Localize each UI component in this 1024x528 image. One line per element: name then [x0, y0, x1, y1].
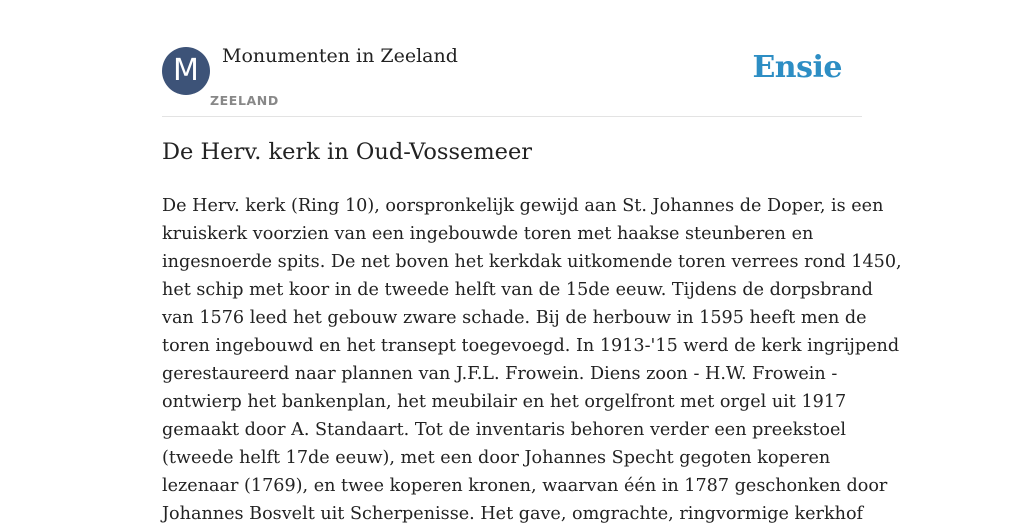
body-line: toren ingebouwd en het transept toegevoegd. In 1913-'15 werd de kerk ingrijpend: [162, 336, 900, 356]
body-line: De Herv. kerk (Ring 10), oorspronkelijk gewijd aan St. Johannes de Doper, is een: [162, 196, 884, 216]
body-line: lezenaar (1769), en twee koperen kronen, waarvan één in 1787 geschonken door: [162, 476, 888, 496]
body-line: ontwierp het bankenplan, het meubilair en het orgelfront met orgel uit 1917: [162, 392, 847, 412]
brand-logo[interactable]: Ensie: [752, 50, 842, 85]
body-line: gerestaureerd naar plannen van J.F.L. Frowein. Diens zoon - H.W. Frowein -: [162, 364, 838, 384]
body-line: ingesnoerde spits. De net boven het kerkdak uitkomende toren verrees rond 1450,: [162, 252, 902, 272]
body-line: het schip met koor in de tweede helft van de 15de eeuw. Tijdens de dorpsbrand: [162, 280, 873, 300]
source-avatar[interactable]: M: [162, 47, 210, 95]
article-title: De Herv. kerk in Oud-Vossemeer: [162, 139, 533, 165]
body-line: Johannes Bosvelt uit Scherpenisse. Het gave, omgrachte, ringvormige kerkhof: [162, 504, 864, 524]
article-body: [162, 192, 902, 528]
body-line: gemaakt door A. Standaart. Tot de inventaris behoren verder een preekstoel: [162, 420, 847, 440]
source-header: [162, 0, 862, 117]
body-line: kruiskerk voorzien van een ingebouwde toren met haakse steunberen en: [162, 224, 814, 244]
body-line: (tweede helft 17de eeuw), met een door Johannes Specht gegoten koperen: [162, 448, 831, 468]
body-line: van 1576 leed het gebouw zware schade. Bij de herbouw in 1595 heeft men de: [162, 308, 867, 328]
source-title[interactable]: Monumenten in Zeeland: [222, 45, 458, 67]
source-tag-link[interactable]: ZEELAND: [210, 93, 279, 108]
